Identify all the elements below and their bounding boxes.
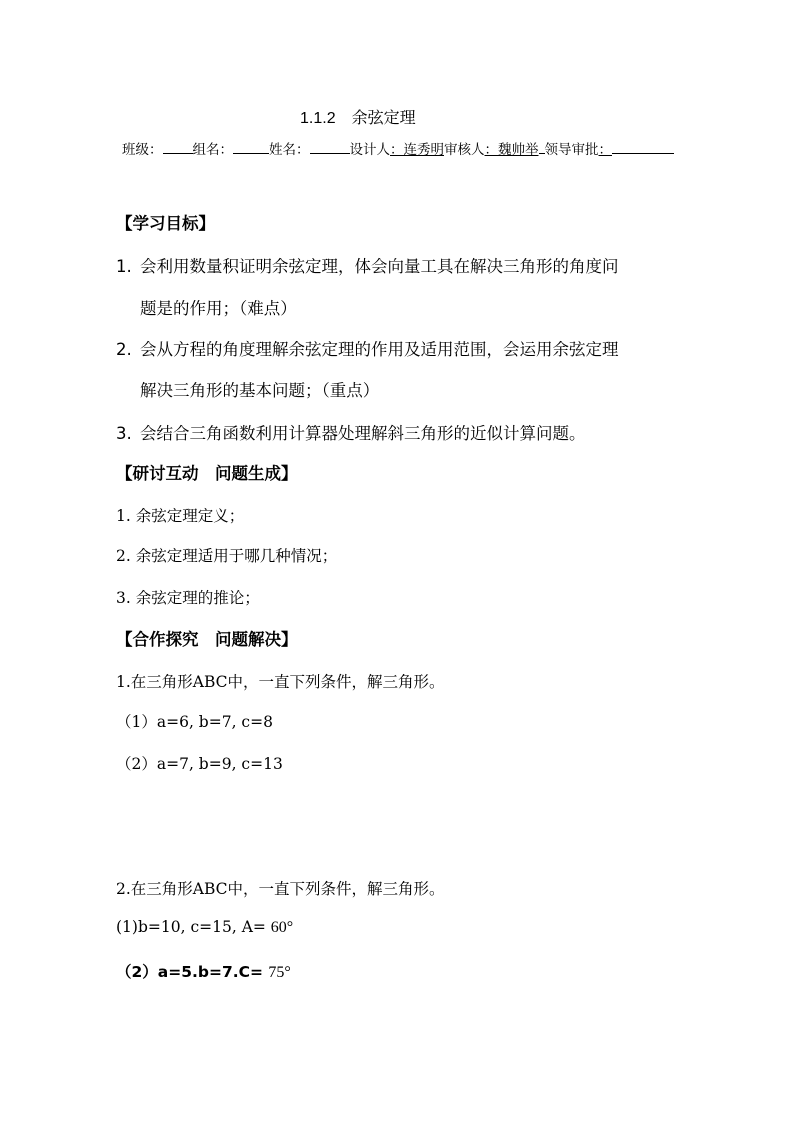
goal-item-1: [116, 253, 619, 277]
question-2-part-1-text: (1)b=10, c=15, A=: [116, 918, 271, 936]
group-label: 组名：: [192, 142, 233, 158]
name-blank[interactable]: [310, 139, 350, 154]
goal-2-line2: 解决三角形的基本问题；（重点）: [140, 381, 380, 400]
question-2-stem: 2.在三角形ABC中，一直下列条件，解三角形。: [116, 880, 445, 898]
group-blank[interactable]: [233, 139, 269, 154]
leader-label: 领导审批: [544, 142, 599, 158]
goals-heading: 【学习目标】: [116, 214, 215, 233]
goal-2-number: 2.: [116, 340, 132, 359]
goal-item-3: [116, 420, 586, 444]
reviewer-label: 审核人: [444, 142, 485, 158]
class-blank[interactable]: [163, 139, 193, 154]
designer-value: ：连秀明: [390, 142, 444, 158]
title-number: 1.1.2: [300, 110, 336, 127]
goal-3-line1: 会结合三角函数利用计算器处理解斜三角形的近似计算问题。: [140, 424, 586, 443]
question-2-part-1: [116, 918, 293, 937]
reviewer-value: ：魏帅举: [484, 142, 539, 158]
page-title: [300, 105, 416, 128]
question-1-part-1: （1）a=6, b=7, c=8: [116, 713, 273, 731]
question-1-part-2: （2）a=7, b=9, c=13: [116, 755, 283, 773]
goal-1-line2: 题是的作用；（难点）: [140, 299, 297, 318]
name-label: 姓名：: [269, 142, 310, 158]
class-label: 班级：: [122, 142, 163, 158]
goal-1-line1: 会利用数量积证明余弦定理，体会向量工具在解决三角形的角度问: [140, 257, 619, 276]
question-2-part-1-angle: 60°: [270, 919, 294, 936]
question-2-part-2-text: （2）a=5.b=7.C=: [116, 963, 269, 981]
discuss-heading: 【研讨互动 问题生成】: [116, 464, 298, 483]
header-info-line: [122, 138, 674, 158]
goal-item-2: [116, 336, 619, 360]
question-2-part-2-angle: 75°: [268, 964, 291, 981]
explore-heading: 【合作探究 问题解决】: [116, 630, 298, 649]
goal-3-number: 3.: [116, 424, 132, 443]
question-2-part-2: [116, 960, 291, 982]
title-text: 余弦定理: [351, 110, 416, 127]
designer-label: 设计人: [349, 142, 390, 158]
question-1-stem: 1.在三角形ABC中，一直下列条件，解三角形。: [116, 673, 445, 691]
discuss-item-1: 1. 余弦定理定义；: [116, 507, 245, 525]
goal-1-number: 1.: [116, 257, 132, 276]
leader-blank[interactable]: [612, 139, 674, 154]
discuss-item-3: 3. 余弦定理的推论；: [116, 589, 260, 607]
goal-2-line1: 会从方程的角度理解余弦定理的作用及适用范围，会运用余弦定理: [140, 340, 619, 359]
discuss-item-2: 2. 余弦定理适用于哪几种情况；: [116, 547, 338, 565]
leader-colon: ：: [598, 142, 612, 158]
